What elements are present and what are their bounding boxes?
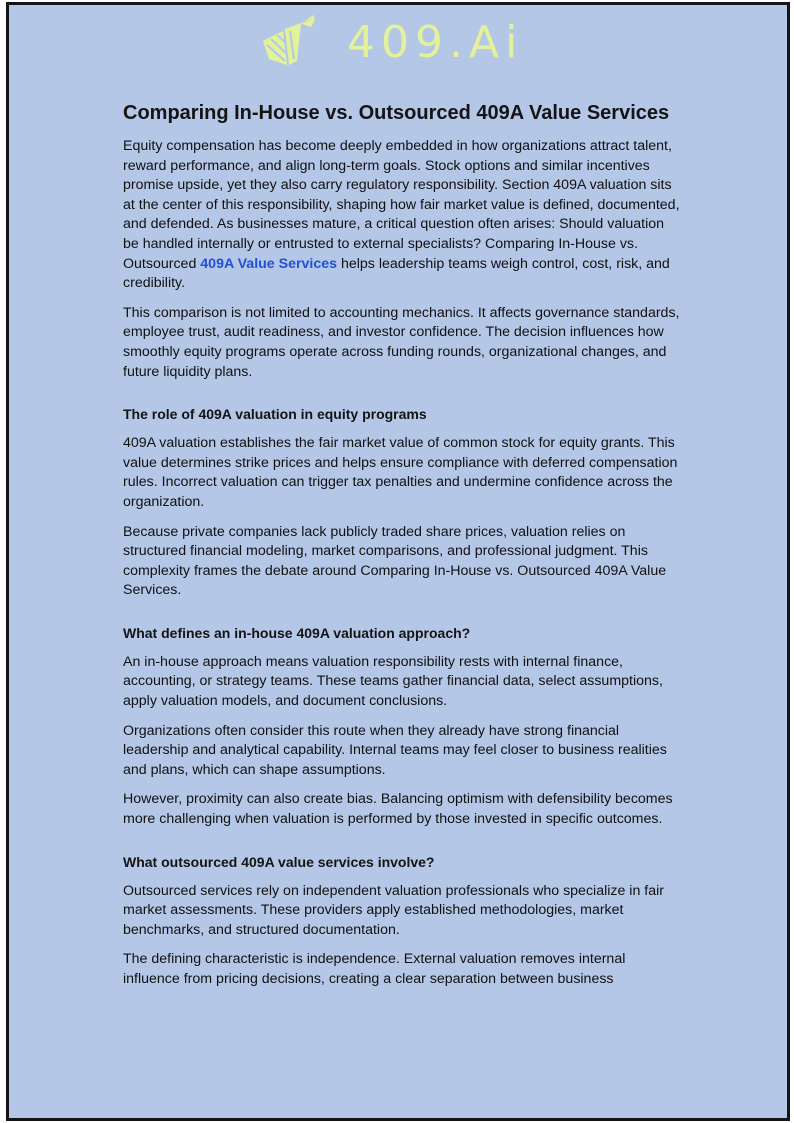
intro-paragraph-1 <box>123 137 683 294</box>
document-page <box>6 2 790 1121</box>
section-in-house-paragraph-2: Organizations often consider this route when they already have strong financial leadership and analytical capability. Internal teams may feel closer to business realities and plans, which can shape assumptions. <box>123 722 667 778</box>
section-heading-role: The role of 409A valuation in equity programs <box>123 406 427 423</box>
intro-paragraph-2: This comparison is not limited to accounting mechanics. It affects governance standards, employee trust, audit readiness, and investor confidence. The decision influences how smoothly equity programs operate across funding rounds, organizational changes, and future liquidity plans. <box>123 304 680 380</box>
section-outsourced-paragraph-1: Outsourced services rely on independent valuation professionals who specialize in fair market assessments. These providers apply established methodologies, market benchmarks, and structured documentation. <box>123 882 665 938</box>
brand-name: 409.Ai <box>347 17 524 68</box>
intro-text-before-link: Equity compensation has become deeply embedded in how organizations attract talent, reward performance, and align long-term goals. Stock options and similar incentives promise upside, yet they also carry regulatory responsibility. Section 409A valuation sits at the center of this responsibility, shaping how fair market value is defined, documented, and defended. As businesses mature, a critical question often arises: Should valuation be handled internally or entrusted to external specialists? Comparing In-House vs. Outsourced <box>123 138 680 272</box>
section-in-house-paragraph-3: However, proximity can also create bias. Balancing optimism with defensibility becomes more challenging when valuation is performed by those invested in specific outcomes. <box>123 791 673 828</box>
409a-value-services-link[interactable]: 409A Value Services <box>200 255 338 272</box>
page-title: Comparing In-House vs. Outsourced 409A Value Services <box>123 102 670 124</box>
section-heading-outsourced: What outsourced 409A value services involve? <box>123 853 435 870</box>
section-in-house-paragraph-1: An in-house approach means valuation responsibility rests with internal finance, accounting, or strategy teams. These teams gather financial data, select assumptions, apply valuation models, and document conclusions. <box>123 653 663 710</box>
section-heading-in-house: What defines an in-house 409A valuation approach? <box>123 624 471 641</box>
section-role-paragraph-2: Because private companies lack publicly traded share prices, valuation relies on structured financial modeling, market comparisons, and professional judgment. This complexity frames the debate around Comparing In-House vs. Outsourced 409A Value Services. <box>123 523 667 599</box>
section-role-paragraph-1: 409A valuation establishes the fair market value of common stock for equity grants. This value determines strike prices and helps ensure compliance with deferred compensation rules. Incorrect valuation can trigger tax penalties and undermine confidence across the organization. <box>123 435 678 510</box>
origami-bird-icon <box>257 15 321 71</box>
brand-logo[interactable] <box>257 15 523 71</box>
intro-text-after-link: helps leadership teams weigh control, cost, risk, and credibility. <box>123 255 670 292</box>
article-body <box>123 99 683 1000</box>
section-outsourced-paragraph-2: The defining characteristic is independence. External valuation removes internal influence from pricing decisions, creating a clear separation between business <box>123 951 626 987</box>
